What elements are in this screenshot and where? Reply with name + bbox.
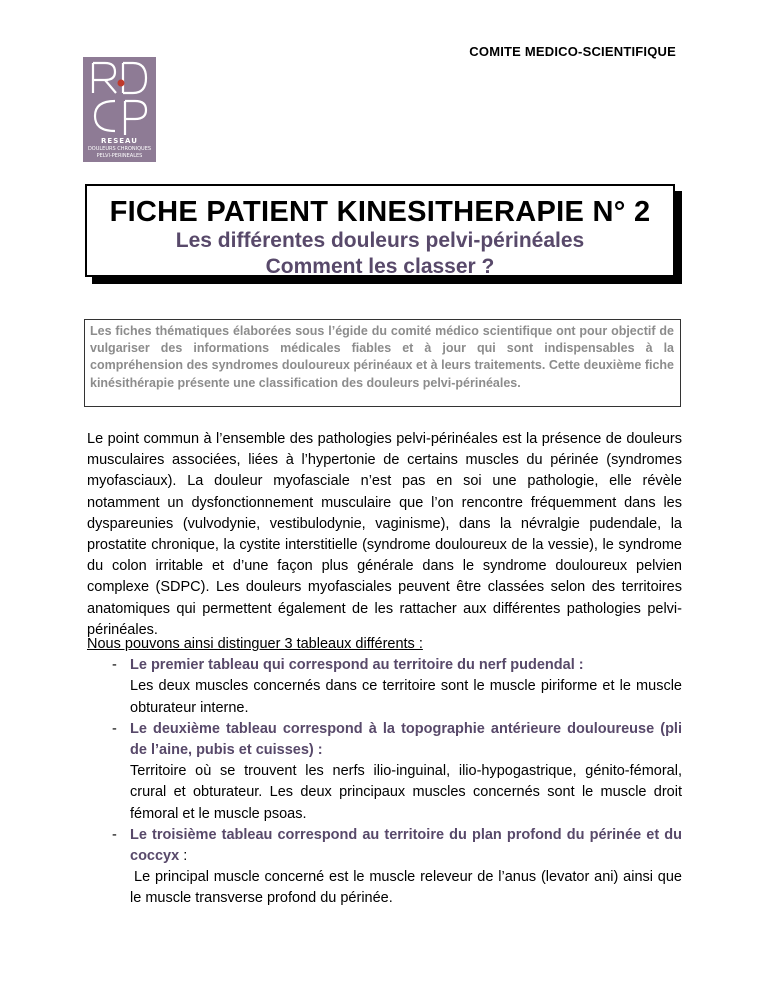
page-subtitle-1: Les différentes douleurs pelvi-périnéales [175,229,585,252]
logo-letters-icon [83,57,156,137]
intro-box [84,319,681,407]
list-item-body: Territoire où se trouvent les nerfs ilio-inguinal, ilio-hypogastrique, génito-fémoral, crural et obturateur. Les deux principaux muscles concernés sont le muscle droit fémoral et le muscle psoas. [130,763,682,822]
list-dash: - [112,720,117,737]
list-item [87,655,682,719]
title-box [85,184,675,277]
page-subtitle-2: Comment les classer ? [265,255,495,278]
list-item-heading [130,825,682,867]
list-item-heading-text: Le troisième tableau correspond au territoire du plan profond du périnée et du coccyx [130,826,682,865]
list-dash: - [112,826,117,843]
logo-line-2: DOULEURS CHRONIQUES [87,146,152,152]
tableaux-lead: Nous pouvons ainsi distinguer 3 tableaux différents : [87,636,423,652]
list-item-heading: Le deuxième tableau correspond à la topographie antérieure douloureuse (pli de l’aine, pubis et cuisses) : [130,720,682,759]
logo-line-3: PELVI-PERINEALES [96,153,143,159]
tableaux-section [87,634,682,910]
list-dash: - [112,657,117,674]
rdcp-logo [83,57,156,162]
list-item [87,825,682,910]
list-item-heading: Le premier tableau qui correspond au territoire du nerf pudendal : [130,657,584,674]
list-item-heading-tail: : [179,848,188,865]
list-item-body: Le principal muscle concerné est le muscle releveur de l’anus (levator ani) ainsi que le muscle transverse profond du périnée. [130,869,682,907]
list-item [87,719,682,825]
intro-text: Les fiches thématiques élaborées sous l’égide du comité médico scientifique ont pour objectif de vulgariser des informations médicales fiables et à jour qui sont indispensables à la compréhension des syndromes douloureux périnéaux et à leurs traitements. Cette deuxième fiche kinésithérapie présente une classification des douleurs pelvi-périnéales. [90,324,674,390]
list-item-body: Les deux muscles concernés dans ce territoire sont le muscle piriforme et le muscle obturateur interne. [130,678,682,716]
body-paragraph: Le point commun à l’ensemble des pathologies pelvi-périnéales est la présence de douleurs musculaires associées, liées à l’hypertonie de certains muscles du périnée (syndromes myofasciaux). La douleur myofasciale n’est pas en soi une pathologie, elle révèle notamment un dysfonctionnement musculaire que l’on rencontre fréquemment dans les dyspareunies (vulvodynie, vestibulodynie, vaginisme), dans la névralgie pudendale, la prostatite chronique, la cystite interstitielle (syndrome douloureux de la vessie), le syndrome du colon irritable et d’une façon plus générale dans le syndrome douloureux pelvien complexe (SDPC). Les douleurs myofasciales peuvent être classées selon des territoires anatomiques qui permettent également de les rattacher aux différentes pathologies pelvi-périnéales. [87,431,682,638]
logo-line-1: RESEAU [101,137,138,145]
page-title: FICHE PATIENT KINESITHERAPIE N° 2 [109,196,651,228]
committee-header: COMITE MEDICO-SCIENTIFIQUE [469,44,676,59]
